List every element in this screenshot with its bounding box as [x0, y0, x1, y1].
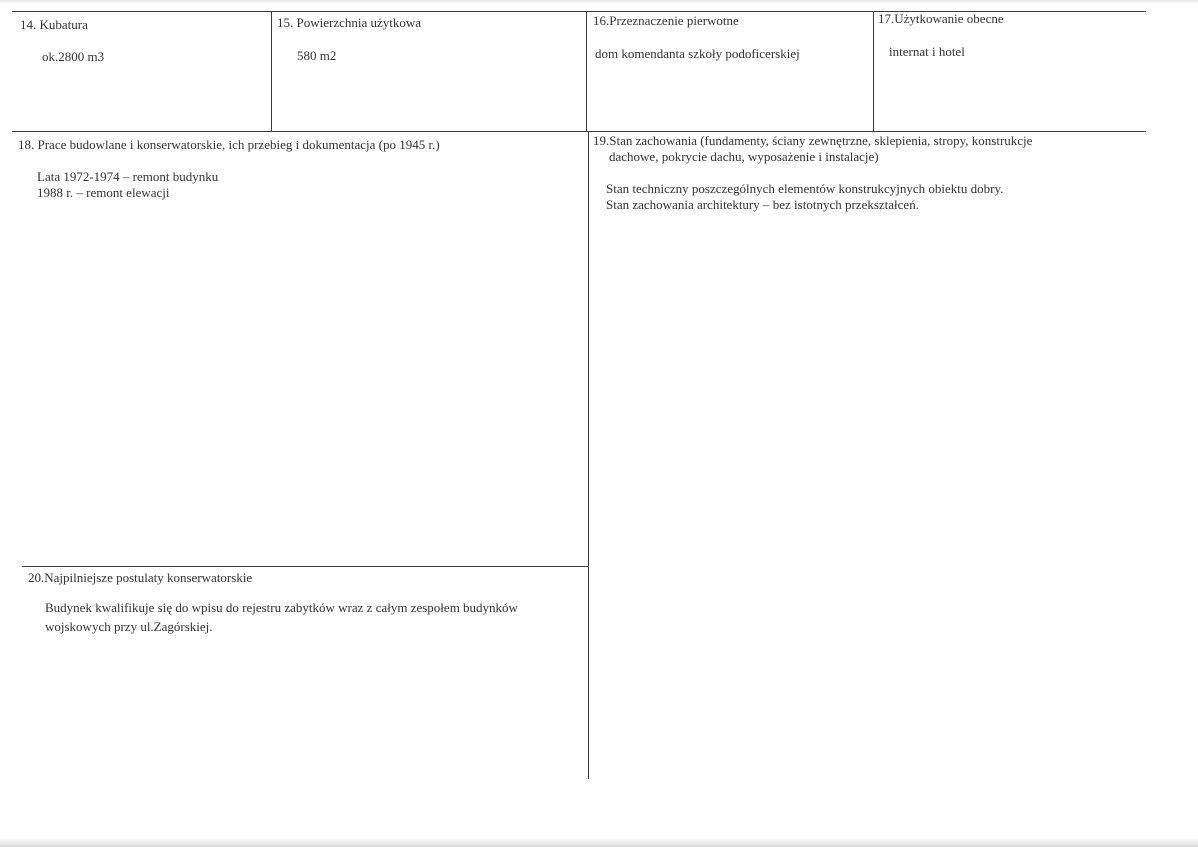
field-19-line-2: Stan zachowania architektury – bez istotnych przekształceń. — [606, 197, 919, 212]
field-19-label-line-1: 19.Stan zachowania (fundamenty, ściany zewnętrzne, sklepienia, stropy, konstrukcje — [593, 133, 1033, 148]
field-14-label: 14. Kubatura — [20, 17, 88, 32]
field-20-line-2: wojskowych przy ul.Zagórskiej. — [45, 619, 213, 634]
field-16-label: 16.Przeznaczenie pierwotne — [593, 13, 739, 28]
field-17-value: internat i hotel — [889, 44, 965, 59]
field-15-value: 580 m2 — [297, 48, 337, 63]
main-column-divider — [588, 131, 589, 779]
field-18-line-2: 1988 r. – remont elewacji — [37, 185, 170, 200]
field-20-line-1: Budynek kwalifikuje się do wpisu do rejestru zabytków wraz z całym zespołem budynków — [45, 600, 518, 615]
divider-col-15-16 — [586, 11, 587, 132]
field-14-value: ok.2800 m3 — [42, 49, 105, 64]
row-divider-top — [12, 131, 1146, 132]
section-20-top-border — [22, 566, 588, 567]
divider-col-14-15 — [271, 11, 272, 132]
scan-top-edge — [0, 0, 1198, 4]
field-18-line-1: Lata 1972-1974 – remont budynku — [37, 169, 219, 184]
field-15-label: 15. Powierzchnia użytkowa — [277, 15, 422, 30]
field-18-label: 18. Prace budowlane i konserwatorskie, ich przebieg i dokumentacja (po 1945 r.) — [18, 137, 440, 152]
scan-bottom-edge — [0, 838, 1198, 847]
field-19-label-line-2: dachowe, pokrycie dachu, wyposażenie i instalacje) — [609, 149, 879, 164]
field-17-label: 17.Użytkowanie obecne — [878, 11, 1004, 26]
field-19-line-1: Stan techniczny poszczególnych elementów konstrukcyjnych obiektu dobry. — [606, 181, 1004, 196]
field-20-label: 20.Najpilniejsze postulaty konserwatorskie — [28, 570, 253, 585]
field-16-value: dom komendanta szkoły podoficerskiej — [595, 46, 800, 61]
divider-col-16-17 — [873, 11, 874, 132]
